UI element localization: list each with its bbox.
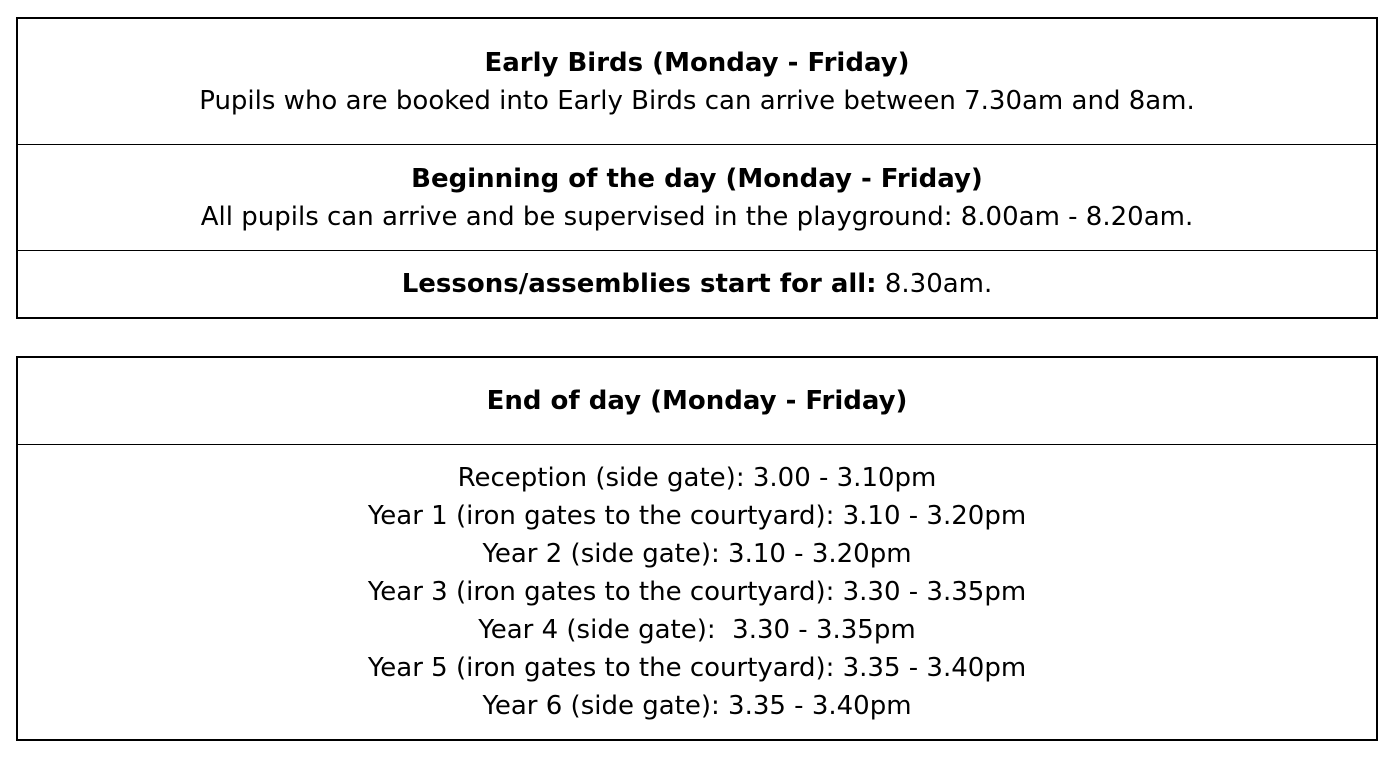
beginning-of-day-title: Beginning of the day (Monday - Friday): [411, 163, 983, 194]
arrival-times-table: [16, 17, 1378, 319]
lessons-start-line: [18, 265, 1376, 303]
lessons-start-label: Lessons/assemblies start for all:: [401, 269, 877, 299]
beginning-of-day-text: All pupils can arrive and be supervised in the playground: 8.00am - 8.20am.: [200, 201, 1194, 232]
lessons-start-time: 8.30am.: [876, 269, 993, 299]
beginning-of-day-row: [18, 145, 1376, 251]
list-item: Reception (side gate): 3.00 - 3.10pm: [457, 463, 937, 493]
early-birds-row: [18, 19, 1376, 145]
list-item: Year 5 (iron gates to the courtyard): 3.35 - 3.40pm: [367, 653, 1027, 683]
list-item: Year 4 (side gate): 3.30 - 3.35pm: [478, 615, 916, 645]
list-item: Year 6 (side gate): 3.35 - 3.40pm: [482, 691, 912, 721]
end-of-day-list-row: [18, 445, 1376, 739]
lessons-start-row: [18, 251, 1376, 317]
end-of-day-table: [16, 356, 1378, 741]
early-birds-text: Pupils who are booked into Early Birds can arrive between 7.30am and 8am.: [199, 85, 1195, 116]
end-of-day-title: End of day (Monday - Friday): [486, 386, 908, 416]
early-birds-title: Early Birds (Monday - Friday): [484, 47, 910, 78]
list-item: Year 2 (side gate): 3.10 - 3.20pm: [482, 539, 912, 569]
list-item: Year 1 (iron gates to the courtyard): 3.10 - 3.20pm: [367, 501, 1027, 531]
end-of-day-header-row: [18, 358, 1376, 445]
list-item: Year 3 (iron gates to the courtyard): 3.30 - 3.35pm: [367, 577, 1027, 607]
